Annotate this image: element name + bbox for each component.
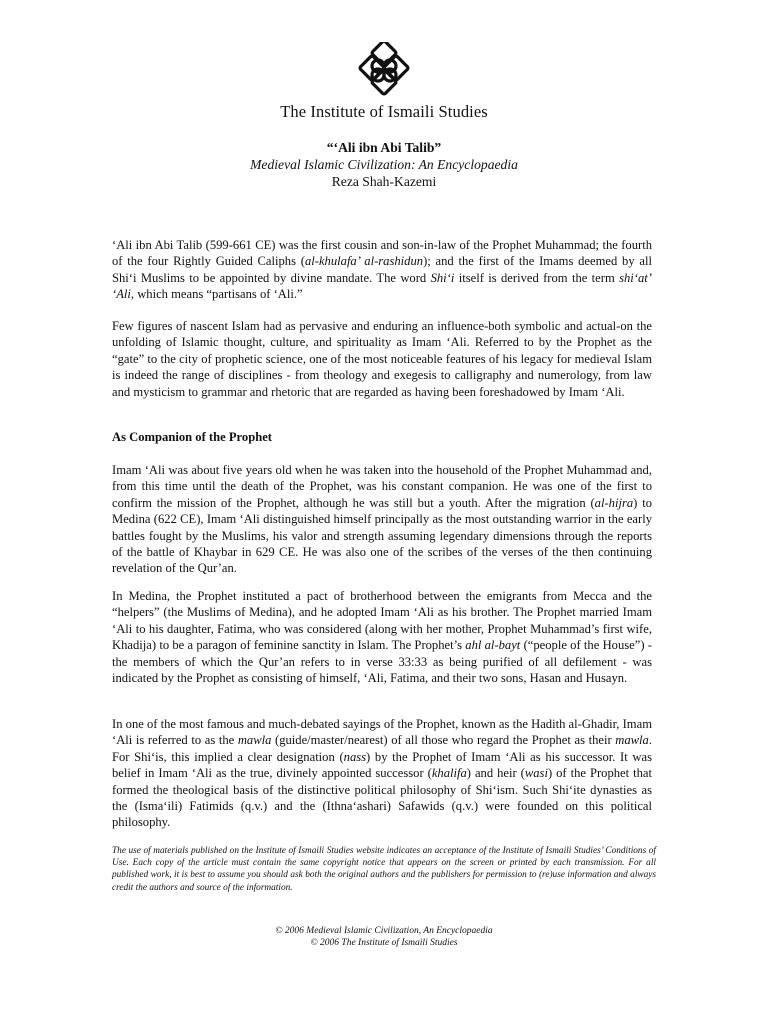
copyright-block [0,925,768,949]
copyright-line-encyclopaedia: © 2006 Medieval Islamic Civilization, An Encyclopaedia [275,926,493,936]
publication-title: Medieval Islamic Civilization: An Encyclopaedia [250,157,518,172]
copyright-line-institute: © 2006 The Institute of Ismaili Studies [310,938,458,948]
paragraph-companion: Imam ‘Ali was about five years old when he was taken into the household of the Prophet Muhammad and, from this time until the death of the Prophet, was his constant companion. He was one of the first to confirm the mission of the Prophet, although he was still but a youth. After the migration (al-hijra) to Medina (622 CE), Imam ‘Ali distinguished himself principally as the most outstanding warrior in the early battles fought by the Muslims, his valor and strength assuming legendary dimensions through the reports of the battle of Khaybar in 629 CE. He was also one of the scribes of the verses of the then continuing revelation of the Qur’an. [112,463,652,576]
title-block [0,139,768,190]
paragraph-medina: In Medina, the Prophet instituted a pact of brotherhood between the emigrants from Mecca and the “helpers” (the Muslims of Medina), and he adopted Imam ‘Ali as his brother. The Prophet married Imam ‘Ali to his daughter, Fatima, who was considered (along with her mother, Prophet Muhammad’s first wife, Khadija) to be a paragon of feminine sanctity in Islam. The Prophet’s ahl al-bayt (“people of the House”) - the members of which the Qur’an refers to in verse 33:33 as being purified of all defilement - was indicated by the Prophet as consisting of himself, ‘Ali, Fatima, and their two sons, Hasan and Husayn. [112,589,652,686]
institute-name: The Institute of Ismaili Studies [280,102,488,121]
paragraph-intro: ‘Ali ibn Abi Talib (599-661 CE) was the first cousin and son-in-law of the Prophet Muhammad; the fourth of the four Rightly Guided Caliphs (al-khulafa’ al-rashidun); and the first of the Imams deemed by all Shi‘i Muslims to be appointed by divine mandate. The word Shi‘i itself is derived from the term shi‘at’ ‘Ali, which means “partisans of ‘Ali.” [112,238,652,302]
ismaili-institute-knot-icon [356,42,412,98]
section-heading: As Companion of the Prophet [112,430,272,444]
paragraph-influence: Few figures of nascent Islam had as pervasive and enduring an influence-both symbolic and actual-on the unfolding of Islamic thought, culture, and spirituality as Imam ‘Ali. Referred to by the Prophet as the “gate” to the city of prophetic science, one of the most noticeable features of his legacy for medieval Islam is indeed the range of disciplines - from theology and exegesis to calligraphy and numerology, from law and mysticism to grammar and rhetoric that are regarded as having been foreshadowed by Imam ‘Ali. [112,319,652,399]
article-title: “‘Ali ibn Abi Talib” [326,140,442,155]
usage-notice: The use of materials published on the Institute of Ismaili Studies website indicates an acceptance of the Institute of Ismaili Studies’ Conditions of Use. Each copy of the article must contain the same copyright notice that appears on the screen or printed by each transmission. For all published work, it is best to assume you should ask both the original authors and the publishers for permission to (re)use information and always credit the authors and source of the information. [112,846,656,893]
paragraph-ghadir: In one of the most famous and much-debated sayings of the Prophet, known as the Hadith al-Ghadir, Imam ‘Ali is referred to as the mawla (guide/master/nearest) of all those who regard the Prophet as their mawla. For Shi‘is, this implied a clear designation (nass) by the Prophet of Imam ‘Ali as his successor. It was belief in Imam ‘Ali as the true, divinely appointed successor (khalifa) and heir (wasi) of the Prophet that formed the theological basis of the distinctive political philosophy of Shi‘ism. Such Shi‘ite dynasties as the (Isma‘ili) Fatimids (q.v.) and the (Ithna‘ashari) Safawids (q.v.) were founded on this political philosophy. [112,717,652,830]
author-name: Reza Shah-Kazemi [331,174,437,189]
